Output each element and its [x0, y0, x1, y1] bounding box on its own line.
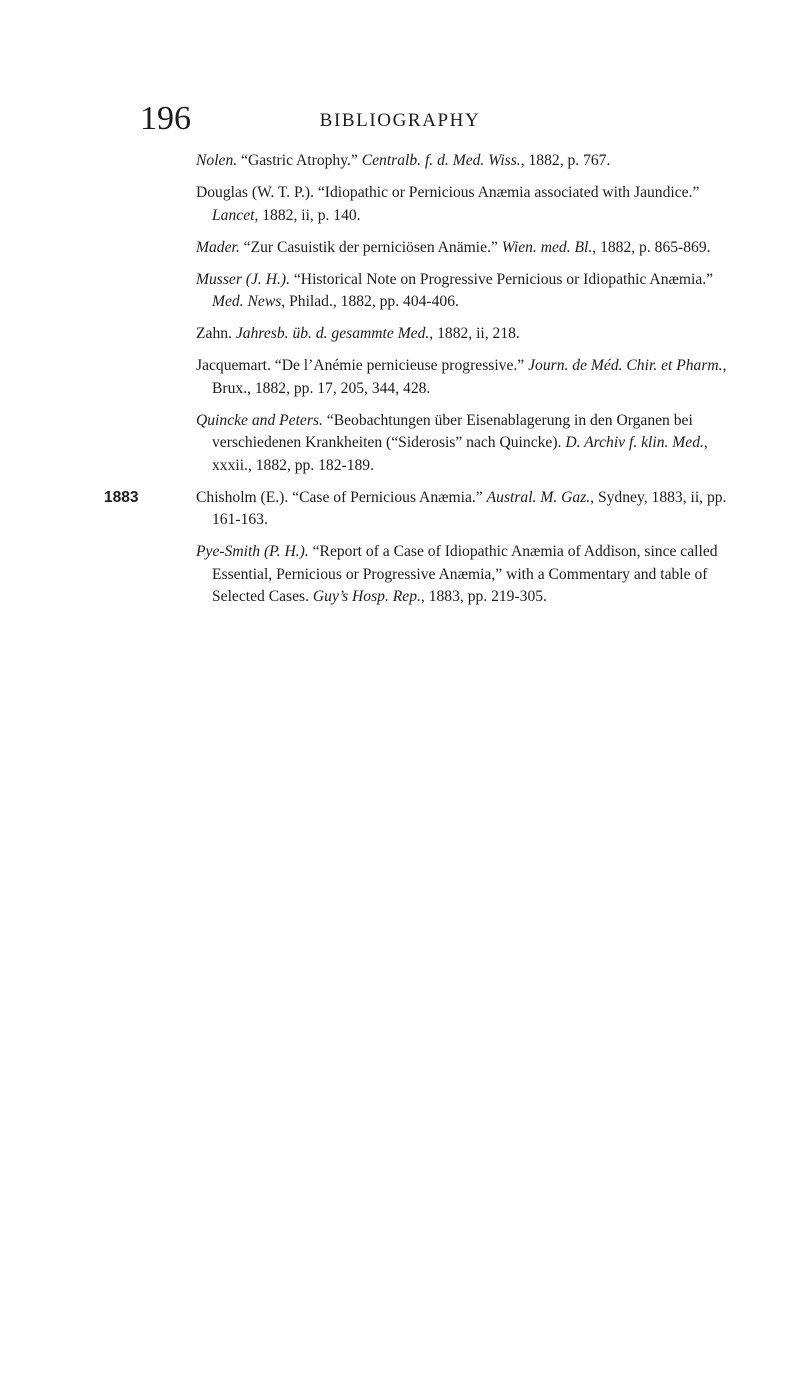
- entry-details: , Sydney, 1883, ii, pp. 161-163.: [212, 488, 727, 528]
- entry-details: , 1883, pp. 219-305.: [420, 588, 547, 605]
- bibliography-entry: [196, 269, 748, 314]
- entry-author: Musser (J. H.).: [196, 270, 290, 288]
- entry-source: Lancet: [212, 206, 255, 224]
- entry-details: , 1882, p. 865-869.: [592, 238, 711, 256]
- bibliography-entry: [196, 541, 748, 609]
- entry-author: Pye-Smith (P. H.).: [196, 543, 309, 560]
- bibliography-entry: [196, 237, 748, 260]
- entry-details: , 1882, ii, p. 140.: [254, 206, 361, 224]
- bibliography-entry: [104, 487, 748, 532]
- entry-author: Douglas (W. T. P.).: [196, 184, 314, 201]
- entry-title: “Beobachtungen über Eisenablagerung in den Organen bei verschiedenen Krankheiten (“Siderosis” nach Quincke).: [212, 411, 693, 451]
- entry-title: “Report of a Case of Idiopathic Anæmia of Addison, since called Essential, Pernicious or Progressive Anæmia,” with a Commentary and table of Selected Cases.: [212, 543, 718, 605]
- entry-source: Journ. de Méd. Chir. et Pharm.: [528, 357, 723, 374]
- entry-title: “Zur Casuistik der perniciösen Anämie.”: [239, 238, 502, 256]
- entry-source: Wien. med. Bl.: [501, 238, 593, 256]
- entry-details: , Philad., 1882, pp. 404-406.: [281, 293, 459, 310]
- entry-source: D. Archiv f. klin. Med.: [565, 434, 704, 451]
- entry-source: Med. News: [212, 293, 282, 310]
- entry-source: Jahresb. üb. d. gesammte Med.: [235, 325, 430, 342]
- bibliography-entry: [196, 355, 748, 400]
- entry-details: , Brux., 1882, pp. 17, 205, 344, 428.: [212, 357, 727, 397]
- year-marker: 1883: [104, 488, 139, 506]
- entry-author: Chisholm (E.).: [196, 488, 289, 506]
- entry-author: Quincke and Peters.: [196, 411, 323, 429]
- entry-author: Mader.: [196, 238, 240, 256]
- entry-source: Guy’s Hosp. Rep.: [312, 588, 421, 605]
- entry-title: “Historical Note on Progressive Pernicious or Idiopathic Anæmia.”: [289, 270, 714, 288]
- page-number: 196: [140, 100, 191, 137]
- bibliography-list: [104, 150, 748, 618]
- entry-author: Zahn.: [196, 325, 232, 342]
- bibliography-entry: [196, 410, 748, 478]
- entry-title: “Gastric Atrophy.”: [237, 152, 362, 169]
- bibliography-entry: [196, 323, 748, 346]
- entry-source: Centralb. f. d. Med. Wiss.: [361, 152, 521, 169]
- entry-title: “De l’Anémie pernicieuse progressive.”: [270, 357, 529, 374]
- bibliography-entry: [196, 150, 748, 173]
- entry-details: , xxxii., 1882, pp. 182-189.: [212, 434, 708, 474]
- entry-title: “Case of Pernicious Anæmia.”: [288, 488, 487, 506]
- running-head: BIBLIOGRAPHY: [319, 110, 481, 131]
- entry-details: , 1882, p. 767.: [520, 152, 611, 169]
- entry-details: , 1882, ii, 218.: [429, 325, 520, 342]
- bibliography-entry: [196, 182, 748, 227]
- entry-source: Austral. M. Gaz.: [486, 488, 591, 506]
- entry-title: “Idiopathic or Pernicious Anæmia associated with Jaundice.”: [313, 184, 700, 201]
- entry-author: Nolen.: [196, 152, 238, 169]
- entry-author: Jacquemart.: [196, 357, 271, 374]
